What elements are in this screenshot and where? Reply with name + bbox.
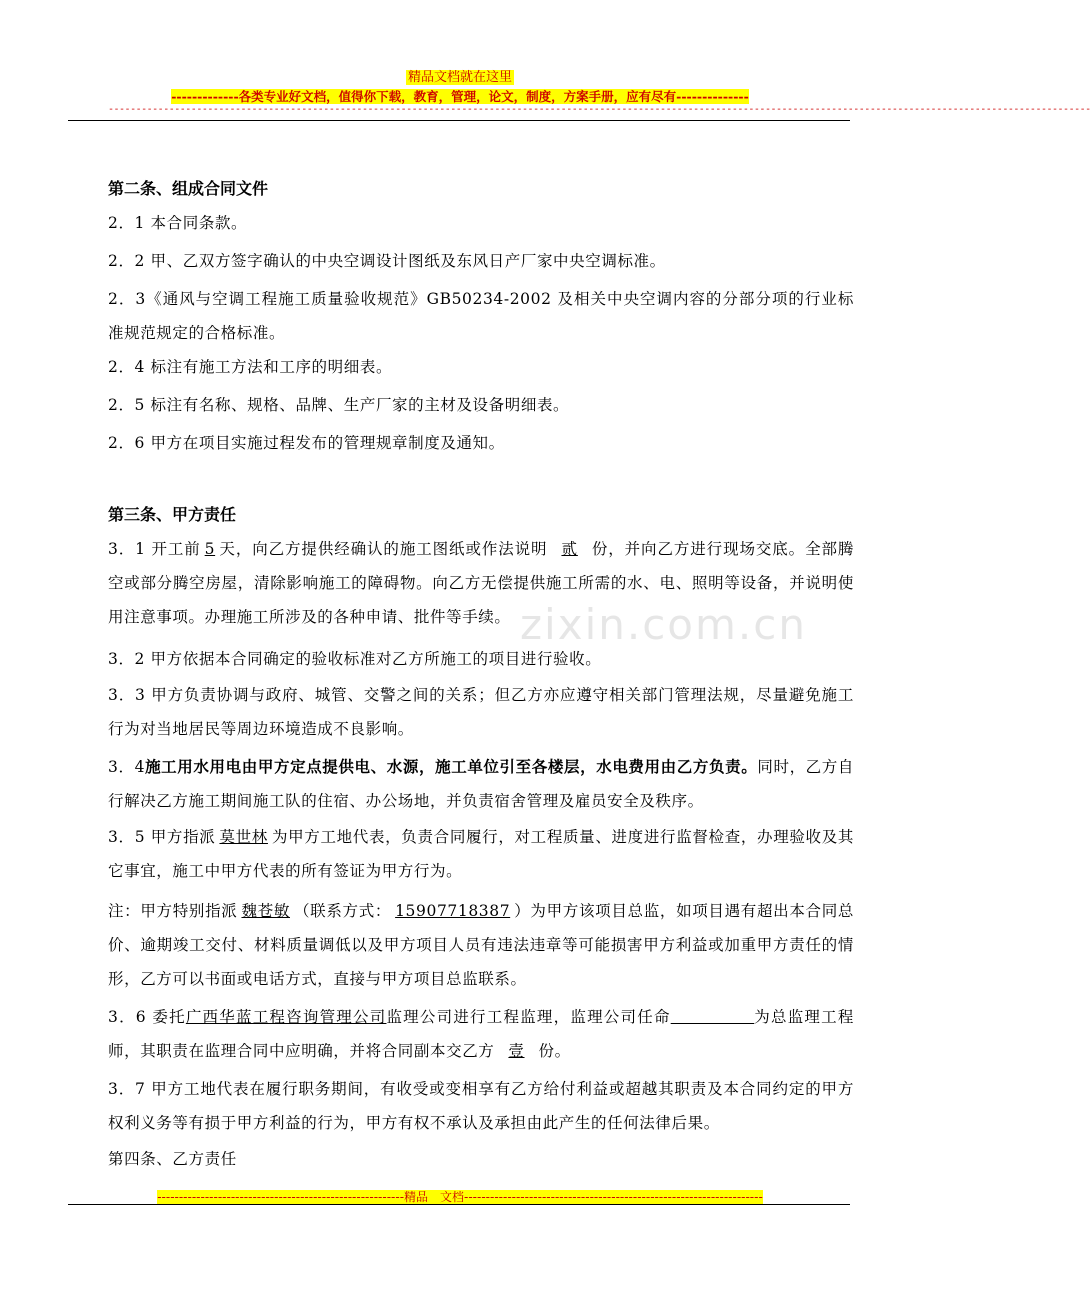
clause-3-1: 3．1 开工前 5 天，向乙方提供经确认的施工图纸或作法说明 贰 份，并向乙方进行现场交底。全部腾空或部分腾空房屋，清除影响施工的障碍物。向乙方无偿提供施工所需的水、电、照明等设备，并说明使用注意事项。办理施工所涉及的各种申请、批件等手续。 xyxy=(108,540,854,626)
site-rep-name: 莫世林 xyxy=(219,828,268,846)
article-4-heading: 第四条、乙方责任 xyxy=(108,1150,237,1168)
clause-2-3: 2．3《通风与空调工程施工质量验收规范》GB50234-2002 及相关中央空调内容的分部分项的行业标准规范规定的合格标准。 xyxy=(108,290,854,342)
clause-2-5: 2．5 标注有名称、规格、品牌、生产厂家的主材及设备明细表。 xyxy=(108,396,570,414)
clause-3-2: 3．2 甲方依据本合同确定的验收标准对乙方所施工的项目进行验收。 xyxy=(108,650,602,668)
director-phone: 15907718387 xyxy=(395,902,511,920)
copies-value: 贰 xyxy=(561,540,578,558)
clause-3-6: 3．6 委托广西华蓝工程咨询管理公司监理公司进行工程监理，监理公司任命 为总监理工程师，其职责在监理合同中应明确，并将合同副本交乙方 壹 份。 xyxy=(108,1008,854,1060)
director-name: 魏苍敏 xyxy=(241,902,290,920)
header-subtitle: -------------各类专业好文档，值得你下载，教育，管理，论文，制度，方案手册，应有尽有-------------- xyxy=(171,89,749,104)
header-dashes: ---------------------------------------------------------------------------------------------------------------------------------------------------------------------------------- xyxy=(108,104,1091,115)
article-3-heading: 第三条、甲方责任 xyxy=(108,505,237,524)
copies-value-2: 壹 xyxy=(508,1042,525,1060)
clause-3-3: 3．3 甲方负责协调与政府、城管、交警之间的关系；但乙方亦应遵守相关部门管理法规，尽量避免施工行为对当地居民等周边环境造成不良影响。 xyxy=(108,686,854,738)
article-2-heading: 第二条、组成合同文件 xyxy=(108,179,269,198)
clause-2-1: 2．1 本合同条款。 xyxy=(108,214,248,232)
clause-2-4: 2．4 标注有施工方法和工序的明细表。 xyxy=(108,358,393,376)
days-value: 5 xyxy=(204,540,216,558)
note-paragraph: 注：甲方特别指派 魏苍敏 （联系方式： 15907718387 ）为甲方该项目总监，如项目遇有超出本合同总价、逾期竣工交付、材料质量调低以及甲方项目人员有违法违章等可能损害甲方利益或加重甲方责任的情形，乙方可以书面或电话方式，直接与甲方项目总监联系。 xyxy=(108,902,854,988)
chief-engineer-blank xyxy=(671,1008,755,1026)
header-rule xyxy=(68,120,850,121)
clause-3-4: 3．4施工用水用电由甲方定点提供电、水源，施工单位引至各楼层，水电费用由乙方负责。同时，乙方自行解决乙方施工期间施工队的住宿、办公场地，并负责宿舍管理及雇员安全及秩序。 xyxy=(108,757,855,810)
clause-2-2: 2．2 甲、乙双方签字确认的中央空调设计图纸及东风日产厂家中央空调标准。 xyxy=(108,252,666,270)
clause-3-5: 3．5 甲方指派 莫世林 为甲方工地代表，负责合同履行，对工程质量、进度进行监督检查，办理验收及其它事宜，施工中甲方代表的所有签证为甲方行为。 xyxy=(108,828,854,880)
clause-3-7: 3．7 甲方工地代表在履行职务期间，有收受或变相享有乙方给付利益或超越其职责及本合同约定的甲方权利义务等有损于甲方利益的行为，甲方有权不承认及承担由此产生的任何法律后果。 xyxy=(108,1080,854,1132)
header-title: 精品文档就在这里 xyxy=(407,70,512,85)
supervision-company: 广西华蓝工程咨询管理公司 xyxy=(185,1008,387,1026)
clause-2-6: 2．6 甲方在项目实施过程发布的管理规章制度及通知。 xyxy=(108,434,505,452)
footer-banner: ---------------------------------------------------------精品 文档--------------------------------------------------------------------- xyxy=(157,1190,763,1204)
footer-rule xyxy=(68,1204,850,1205)
watermark: zixin.com.cn xyxy=(520,600,807,649)
